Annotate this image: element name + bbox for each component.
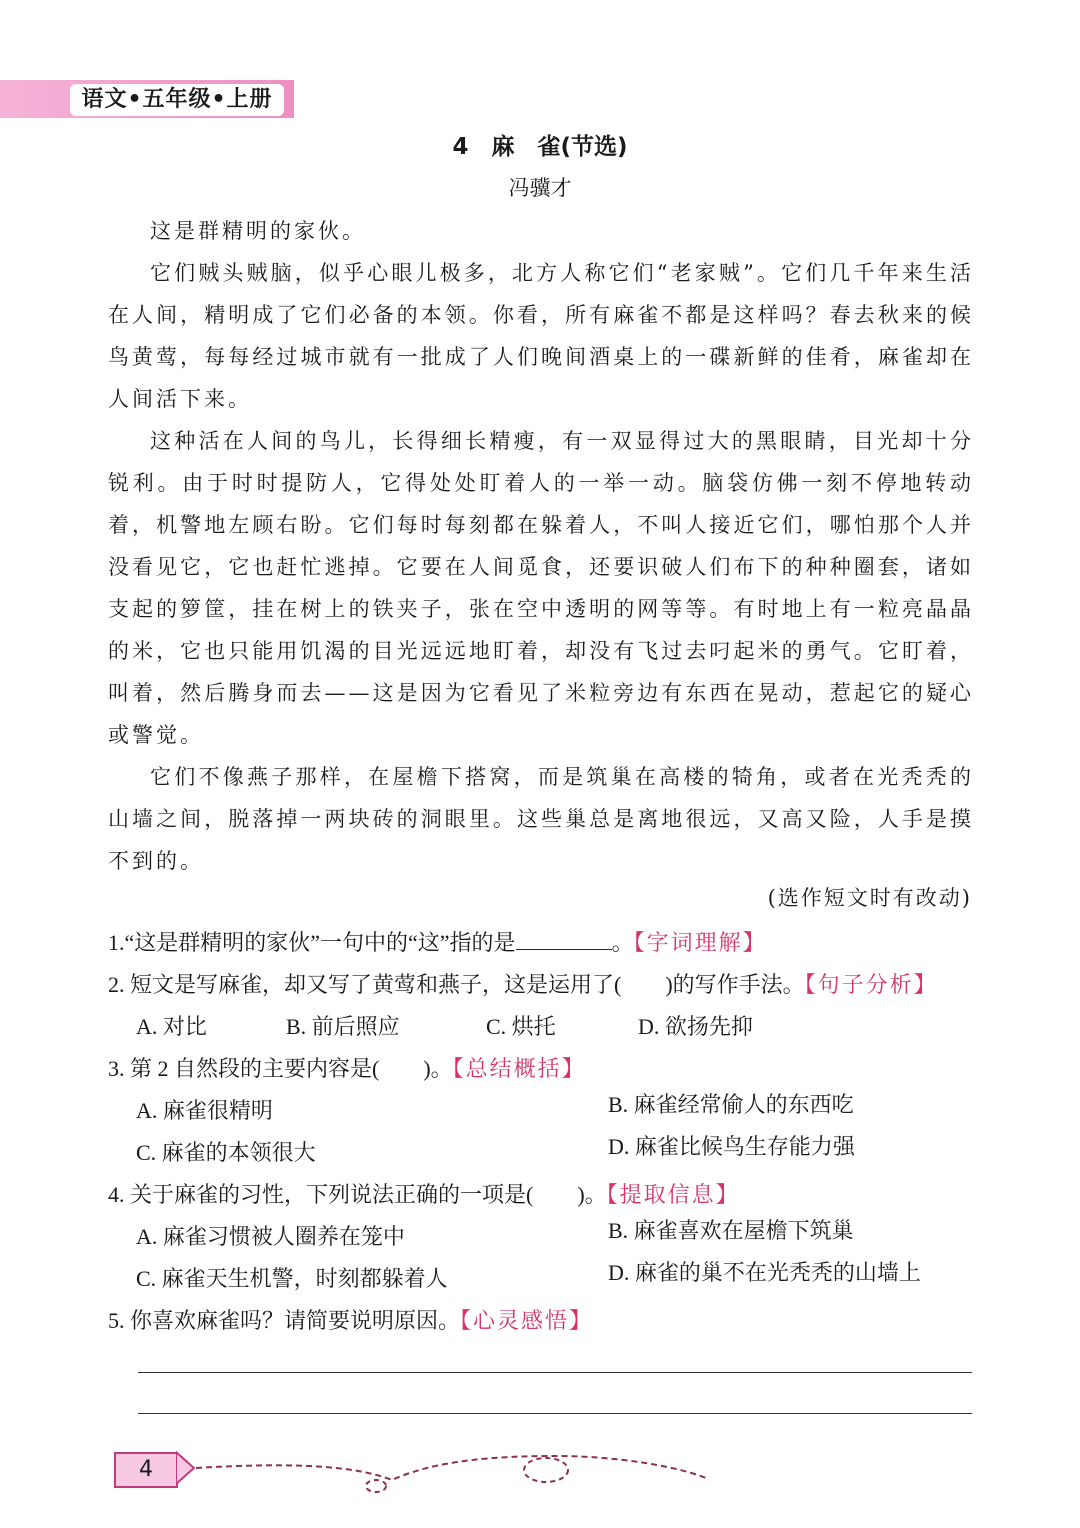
option-c[interactable]: C. 烘托 — [486, 1014, 556, 1039]
question-text: 4. 关于麻雀的习性，下列说法正确的一项是( )。 — [108, 1182, 607, 1207]
paragraph: 它们不像燕子那样，在屋檐下搭窝，而是筑巢在高楼的犄角，或者在光秃秃的山墙之间，脱落掉一两块砖的洞眼里。这些巢总是离地很远，又高又险，人手是摸不到的。 — [108, 765, 974, 873]
options-row — [108, 1132, 974, 1174]
skill-tag: 【句子分析】 — [804, 972, 938, 997]
option-d[interactable]: D. 麻雀比候鸟生存能力强 — [608, 1134, 855, 1159]
dashed-path — [196, 1456, 706, 1480]
options-row — [108, 1258, 974, 1300]
question-text-end: 。 — [611, 930, 634, 955]
book-label: 语文•五年级•上册 — [70, 84, 284, 116]
option-a[interactable]: A. 麻雀习惯被人圈养在笼中 — [136, 1224, 405, 1249]
dashed-loop — [524, 1458, 568, 1482]
option-c[interactable]: C. 麻雀天生机警，时刻都躲着人 — [136, 1266, 448, 1291]
options-row — [108, 1006, 974, 1048]
question-text: 1.“这是群精明的家伙”一句中的“这”指的是 — [108, 930, 516, 955]
option-b[interactable]: B. 麻雀喜欢在屋檐下筑巢 — [608, 1218, 854, 1243]
skill-tag: 【心灵感悟】 — [460, 1308, 594, 1333]
option-d[interactable]: D. 欲扬先抑 — [638, 1014, 753, 1039]
paragraph: 这种活在人间的鸟儿，长得细长精瘦，有一双显得过大的黑眼睛，目光却十分锐利。由于时时提防人，它得处处盯着人的一举一动。脑袋仿佛一刻不停地转动着，机警地左顾右盼。它们每时每刻都在躲着人，不叫人接近它们，哪怕那个人并没看见它，它也赶忙逃掉。它要在人间觅食，还要识破人们布下的种种圈套，诸如支起的箩筐，挂在树上的铁夹子，张在空中透明的网等等。有时地上有一粒亮晶晶的米，它也只能用饥渴的目光远远地盯着，却没有飞过去叼起米的勇气。它盯着，叫着，然后腾身而去——这是因为它看见了米粒旁边有东西在晃动，惹起它的疑心或警觉。 — [108, 429, 974, 747]
answer-blank[interactable] — [516, 925, 612, 950]
question-text: 5. 你喜欢麻雀吗？请简要说明原因。 — [108, 1308, 461, 1333]
skill-tag: 【字词理解】 — [633, 930, 767, 955]
answer-line[interactable] — [138, 1372, 972, 1373]
skill-tag: 【总结概括】 — [452, 1056, 586, 1081]
author: 冯骥才 — [508, 176, 572, 200]
dashed-loop — [366, 1480, 386, 1492]
option-b[interactable]: B. 麻雀经常偷人的东西吃 — [608, 1092, 854, 1117]
question-5 — [108, 1300, 974, 1342]
option-a[interactable]: A. 麻雀很精明 — [136, 1098, 273, 1123]
source-note: (选作短文时有改动) — [767, 886, 972, 910]
lesson-title: 4 麻 雀(节选) — [452, 134, 628, 160]
questions — [108, 922, 974, 1342]
question-2 — [108, 964, 974, 1006]
decorative-dashed-trail — [176, 1446, 716, 1496]
pencil-tip-icon — [176, 1452, 194, 1484]
paragraph: 它们贼头贼脑，似乎心眼儿极多，北方人称它们“老家贼”。它们几千年来生活在人间，精明成了它们必备的本领。你看，所有麻雀不都是这样吗？春去秋来的候鸟黄莺，每每经过城市就有一批成了人们晚间酒桌上的一碟新鲜的佳肴，麻雀却在人间活下来。 — [108, 261, 974, 411]
answer-line[interactable] — [138, 1413, 972, 1414]
skill-tag: 【提取信息】 — [606, 1182, 740, 1207]
option-a[interactable]: A. 对比 — [136, 1014, 207, 1039]
question-text: 2. 短文是写麻雀，却又写了黄莺和燕子，这是运用了( )的写作手法。 — [108, 972, 805, 997]
option-c[interactable]: C. 麻雀的本领很大 — [136, 1140, 316, 1165]
option-b[interactable]: B. 前后照应 — [286, 1014, 400, 1039]
paragraph: 这是群精明的家伙。 — [150, 219, 366, 243]
passage — [108, 210, 974, 882]
question-1 — [108, 922, 974, 964]
page-number: 4 — [114, 1452, 178, 1488]
question-text: 3. 第 2 自然段的主要内容是( )。 — [108, 1056, 453, 1081]
option-d[interactable]: D. 麻雀的巢不在光秃秃的山墙上 — [608, 1260, 921, 1285]
